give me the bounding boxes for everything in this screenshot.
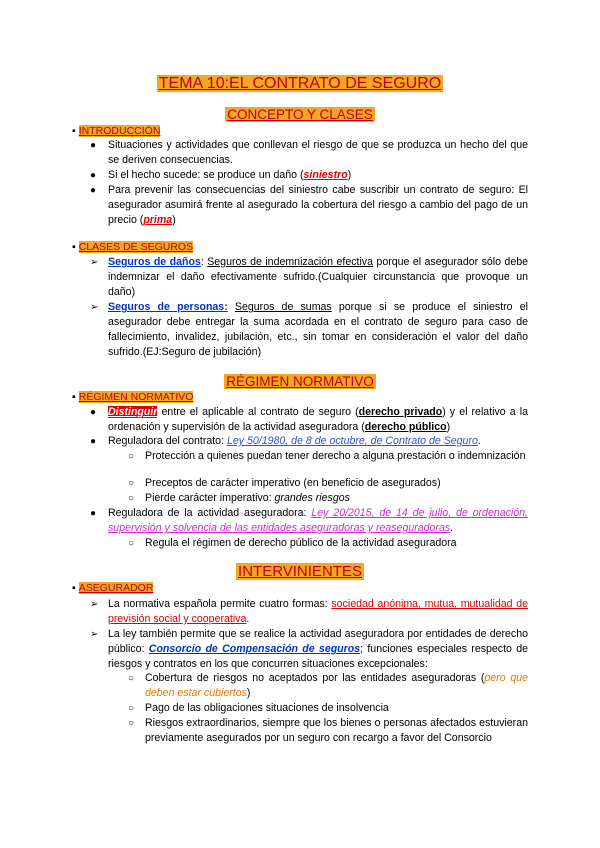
arrow-bullet-icon: ➢ [90, 599, 99, 610]
intro-heading: ▪ INTRODUCCIÓN [72, 125, 161, 137]
bullet-icon: ● [90, 185, 97, 196]
sub-list-item: Preceptos de carácter imperativo (en beneficio de asegurados) [145, 477, 441, 489]
sub-list-item: Pago de las obligaciones situaciones de insolvencia [145, 702, 389, 714]
list-item: Seguros de daños: Seguros de indemnización efectiva porque el asegurador sólo debe indemnizar el daño efectivamente sufrido.(Cualquier circunstancia que provoque un daño) [108, 256, 529, 298]
term-distinguir: Distinguir [108, 406, 158, 418]
asegurador-heading: ▪ ASEGURADOR [72, 582, 154, 594]
sub-list-item: Protección a quienes puedan tener derecho a alguna prestación o indemnización [145, 450, 526, 462]
circle-bullet-icon: ○ [128, 493, 135, 504]
bullet-icon: ● [90, 436, 97, 447]
law-reference[interactable]: Ley 20/2015, de 14 de julio, de ordenación, supervisión y solvencia de las entidades aseguradoras y reaseguradoras [108, 507, 528, 534]
law-reference[interactable]: Ley 50/1980, de 8 de octubre, de Contrato de Seguro [226, 435, 478, 447]
circle-bullet-icon: ○ [128, 703, 135, 714]
list-item: La ley también permite que se realice la actividad aseguradora por entidades de derecho público: Consorcio de Compensación de seguros; funciones especiales respecto de riesgos y contratos en los que concurren situaciones excepcionales: [108, 628, 528, 670]
list-item: Distinguir entre el aplicable al contrato de seguro (derecho privado) y el relativo a la ordenación y supervisión de la actividad aseguradora (derecho público) [108, 406, 529, 433]
section-title-intervinientes: INTERVINIENTES [238, 563, 362, 580]
term-consorcio: Consorcio de Compensación de seguros [148, 643, 361, 655]
list-item: Si el hecho sucede: se produce un daño (siniestro) [108, 169, 352, 181]
list-item: Situaciones y actividades que conllevan el riesgo de que se produzca un hecho del que se deriven consecuencias. [108, 139, 528, 166]
arrow-bullet-icon: ➢ [90, 302, 99, 313]
document-title: TEMA 10:EL CONTRATO DE SEGURO [158, 75, 442, 92]
square-bullet-icon: ▪ [72, 241, 76, 253]
square-bullet-icon: ▪ [72, 582, 76, 594]
bullet-icon: ● [90, 508, 97, 519]
sub-list-item: Regula el régimen de derecho público de la actividad aseguradora [145, 537, 457, 549]
bullet-icon: ● [90, 407, 97, 418]
term-siniestro: siniestro [303, 169, 348, 181]
sub-list-item: Pierde carácter imperativo: grandes riesgos [145, 492, 350, 504]
list-item: Reguladora del contrato: Ley 50/1980, de 8 de octubre, de Contrato de Seguro. [108, 435, 481, 447]
sub-list-item: Riesgos extraordinarios, siempre que los bienes o personas afectados estuvieran previamente asegurados por un seguro con recargo a favor del Consorcio [145, 717, 528, 744]
bullet-icon: ● [90, 140, 97, 151]
list-item: La normativa española permite cuatro formas: sociedad anónima, mutua, mutualidad de previsión social y cooperativa. [108, 598, 528, 625]
list-item: Para prevenir las consecuencias del siniestro cabe suscribir un contrato de seguro: El asegurador asumirá frente al asegurado la cobertura del riesgo a cambio del pago de un precio (prima) [108, 184, 528, 226]
square-bullet-icon: ▪ [72, 391, 76, 403]
square-bullet-icon: ▪ [72, 125, 76, 137]
sub-list-item: Cobertura de riesgos no aceptados por las entidades aseguradoras (pero que deben estar cubiertos) [145, 672, 528, 699]
circle-bullet-icon: ○ [128, 673, 135, 684]
circle-bullet-icon: ○ [128, 478, 135, 489]
circle-bullet-icon: ○ [128, 451, 135, 462]
arrow-bullet-icon: ➢ [90, 257, 99, 268]
bullet-icon: ● [90, 170, 97, 181]
list-item: Reguladora de la actividad aseguradora: Ley 20/2015, de 14 de julio, de ordenación, supervisión y solvencia de las entidades aseguradoras y reaseguradoras. [108, 507, 528, 534]
section-title-concepto: CONCEPTO Y CLASES [227, 107, 373, 122]
circle-bullet-icon: ○ [128, 538, 135, 549]
regimen-heading: ▪ RÉGIMEN NORMATIVO [72, 391, 194, 403]
list-item: Seguros de personas: Seguros de sumas porque si se produce el siniestro el asegurador debe entregar la suma acordada en el contrato de seguro para caso de fallecimiento, invalidez, jubilación, etc., sin tomar en consideración el valor del daño sufrido.(EJ:Seguro de jubilación) [108, 301, 528, 358]
section-title-regimen: RÉGIMEN NORMATIVO [226, 374, 374, 389]
circle-bullet-icon: ○ [128, 718, 135, 729]
term-prima: prima [143, 214, 173, 226]
clases-heading: ▪ CLASES DE SEGUROS [72, 241, 194, 253]
arrow-bullet-icon: ➢ [90, 629, 99, 640]
